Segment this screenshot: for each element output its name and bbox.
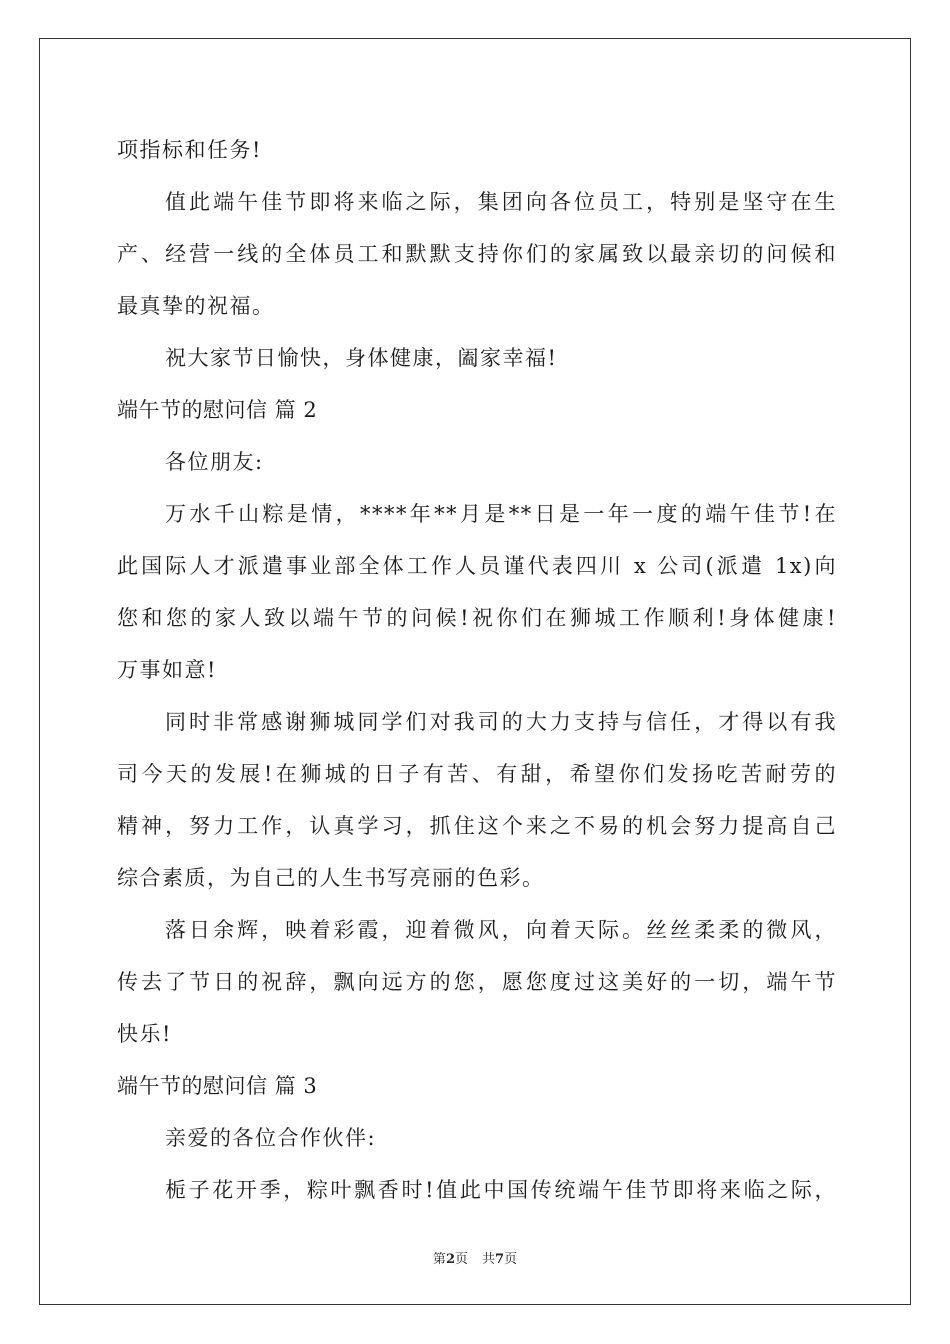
paragraph-line: 您和您的家人致以端午节的问候!祝你们在狮城工作顺利!身体健康! [117, 606, 837, 630]
paragraph-line: 同时非常感谢狮城同学们对我司的大力支持与信任，才得以有我 [165, 710, 837, 734]
document-body [117, 124, 837, 1216]
total-pages: 7 [495, 1252, 505, 1267]
page-footer [0, 1248, 950, 1267]
section-heading: 端午节的慰问信 篇 2 [117, 398, 318, 422]
paragraph-line: 万水千山粽是情，****年**月是**日是一年一度的端午佳节!在 [165, 502, 837, 526]
salutation: 各位朋友: [165, 450, 264, 474]
paragraph-line: 综合素质，为自己的人生书写亮丽的色彩。 [117, 866, 545, 890]
paragraph-line: 产、经营一线的全体员工和默默支持你们的家属致以最亲切的问候和 [117, 242, 837, 266]
paragraph-line: 万事如意! [117, 658, 217, 682]
salutation: 亲爱的各位合作伙伴: [165, 1126, 377, 1150]
total-prefix: 共 [482, 1252, 496, 1267]
paragraph-line: 传去了节日的祝辞，飘向远方的您，愿您度过这美好的一切，端午节 [117, 970, 837, 994]
page-number: 2 [445, 1252, 455, 1267]
paragraph-line: 此国际人才派遣事业部全体工作人员谨代表四川 x 公司(派遣 1x)向 [117, 554, 837, 578]
paragraph-line: 项指标和任务! [117, 138, 262, 162]
paragraph-line: 栀子花开季，粽叶飘香时!值此中国传统端午佳节即将来临之际， [165, 1178, 837, 1202]
paragraph-line: 值此端午佳节即将来临之际，集团向各位员工，特别是坚守在生 [165, 190, 837, 214]
paragraph-line: 落日余辉，映着彩霞，迎着微风，向着天际。丝丝柔柔的微风， [165, 918, 837, 942]
paragraph-line: 快乐! [117, 1022, 172, 1046]
paragraph-line: 司今天的发展!在狮城的日子有苦、有甜，希望你们发扬吃苦耐劳的 [117, 762, 837, 786]
paragraph-line: 最真挚的祝福。 [117, 294, 275, 318]
page-suffix: 页 [454, 1252, 468, 1267]
total-suffix: 页 [504, 1252, 518, 1267]
section-heading: 端午节的慰问信 篇 3 [117, 1074, 318, 1098]
paragraph-line: 精神，努力工作，认真学习，抓住这个来之不易的机会努力提高自己 [117, 814, 837, 838]
page-prefix: 第 [432, 1252, 446, 1267]
paragraph-line: 祝大家节日愉快，身体健康，阖家幸福! [165, 346, 558, 370]
